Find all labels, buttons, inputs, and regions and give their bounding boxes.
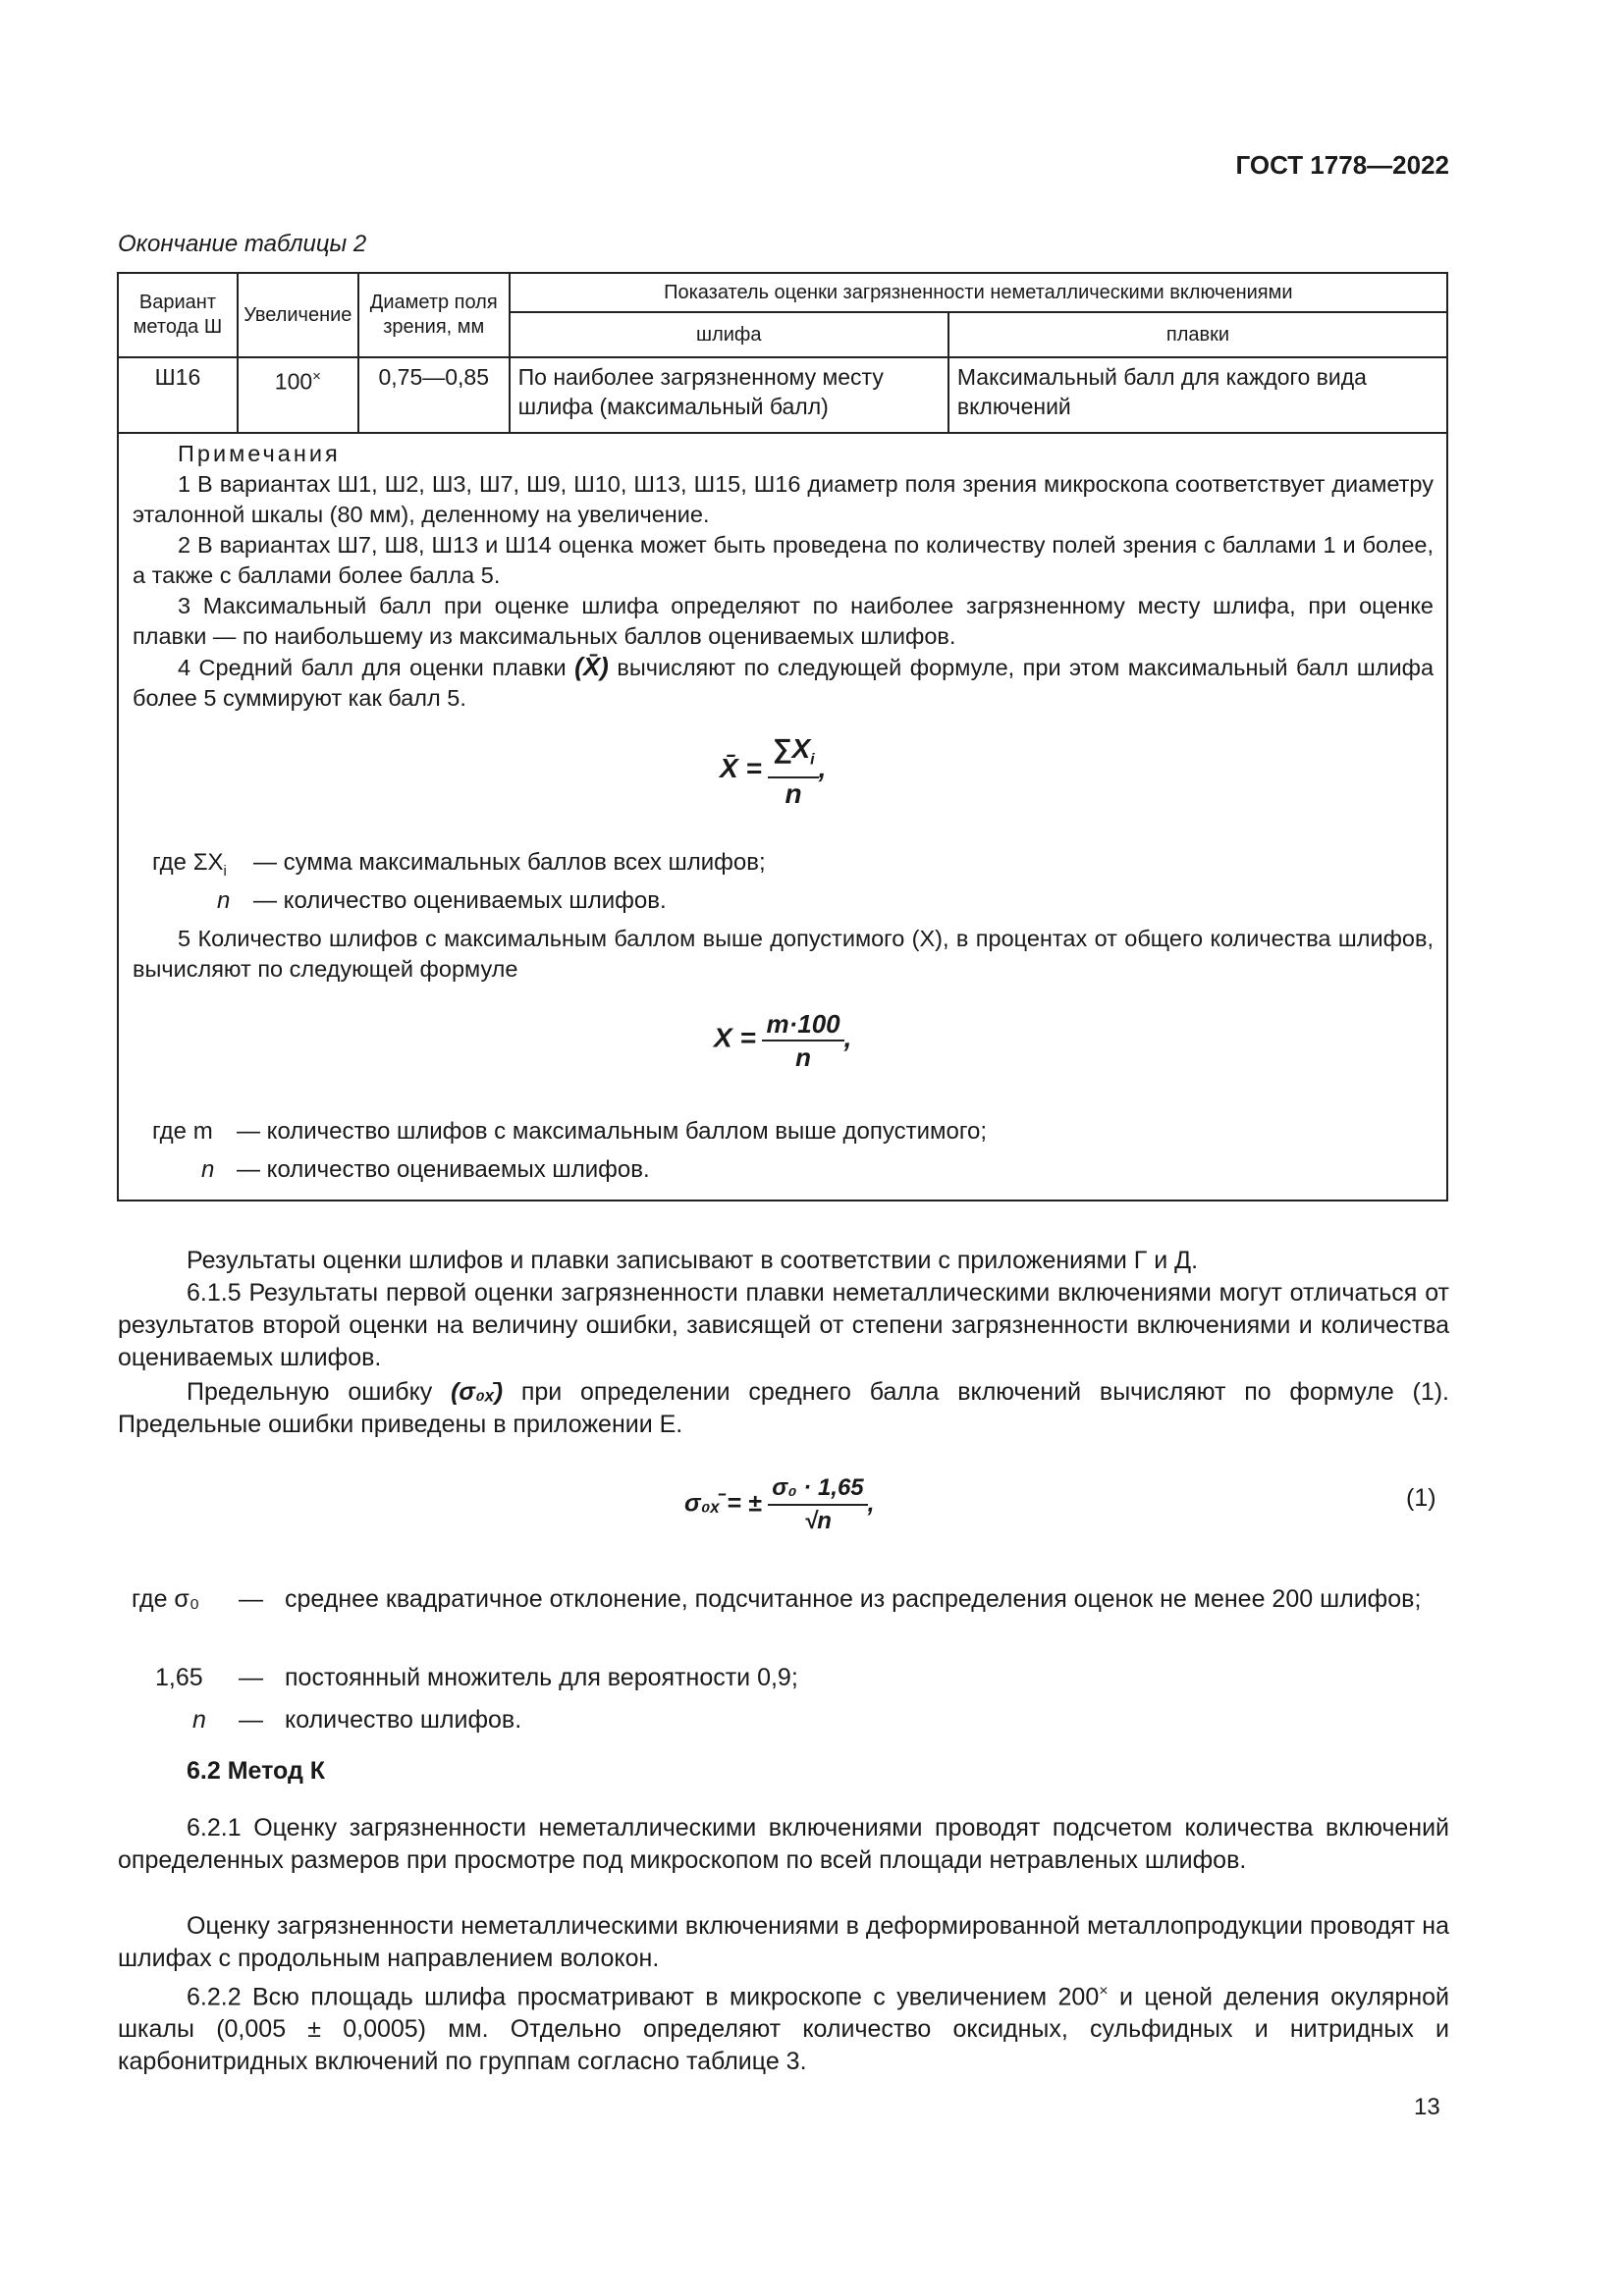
- cell-melt: Максимальный балл для каждого вида включений: [948, 357, 1447, 433]
- where-n3-text: количество шлифов.: [285, 1706, 522, 1734]
- standard-number: ГОСТ 1778—2022: [1235, 150, 1449, 180]
- cell-section: По наиболее загрязненному месту шлифа (максимальный балл): [510, 357, 948, 433]
- where-sum-symbol: где $\Sigma X_i$: [152, 849, 227, 880]
- note-1: 1 В вариантах Ш1, Ш2, Ш3, Ш7, Ш9, Ш10, Ш13, Ш15, Ш16 диаметр поля зрения микроскопа соответствует диаметру эталонной шкалы (80 мм), деленному на увеличение.: [133, 471, 1434, 527]
- where-n3-symbol: n: [192, 1706, 206, 1734]
- where-m-text: — количество шлифов с максимальным баллом выше допустимого;: [237, 1118, 988, 1145]
- where-coef-text: постоянный множитель для вероятности 0,9;: [285, 1664, 798, 1691]
- header-indicator: Показатель оценки загрязненности неметаллическими включениями: [510, 273, 1447, 312]
- formula-percent: X = $\frac{m\cdot 100}{n}$ ,: [714, 1009, 852, 1072]
- header-section: шлифа: [510, 312, 948, 357]
- where-n-symbol: n: [217, 887, 231, 914]
- where-sigma-dash: —: [239, 1585, 263, 1613]
- sigma-symbol: (σ₀ₓ̄): [451, 1378, 504, 1406]
- note-4: 4 Средний балл для оценки плавки (X̄) вычисляют по следующей формуле, при этом максимальный балл шлифа более 5 суммируют как балл 5.: [133, 652, 1435, 711]
- section-heading-6-2: 6.2 Метод К: [187, 1757, 326, 1785]
- header-method: Вариант метода Ш: [118, 273, 238, 357]
- header-magnification: Увеличение: [238, 273, 358, 357]
- paragraph-limit-error: Предельную ошибку (σ₀ₓ̄) при определении среднего балла включений вычисляют по формуле (1). Предельные ошибки приведены в приложении Е.: [118, 1378, 1449, 1438]
- note-5: 5 Количество шлифов с максимальным баллом выше допустимого (X), в процентах от общего количества шлифов, вычисляют по следующей формуле: [133, 926, 1434, 982]
- formula-number: (1): [1406, 1484, 1436, 1512]
- notes-title: Примечания: [178, 441, 341, 466]
- note-2: 2 В вариантах Ш7, Ш8, Ш13 и Ш14 оценка может быть проведена по количеству полей зрения с баллами 1 и более, а также с баллами более балла 5.: [133, 532, 1434, 588]
- paragraph-results: Результаты оценки шлифов и плавки записывают в соответствии с приложениями Г и Д.: [187, 1247, 1199, 1274]
- where-n2-symbol: n: [201, 1156, 215, 1183]
- where-n-text: — количество оцениваемых шлифов.: [253, 887, 667, 914]
- where-n2-text: — количество оцениваемых шлифов.: [237, 1156, 650, 1183]
- note-3: 3 Максимальный балл при оценке шлифа определяют по наиболее загрязненному месту шлифа, при оценке плавки — по наибольшему из максимальных баллов оцениваемых шлифов.: [133, 593, 1434, 649]
- paragraph-6-1-5: 6.1.5 Результаты первой оценки загрязненности плавки неметаллическими включениями могут отличаться от результатов второй оценки на величину ошибки, зависящей от степени загрязненности включениями и количества оцениваемых шлифов.: [118, 1279, 1449, 1371]
- where-sum-text: — сумма максимальных баллов всех шлифов;: [253, 849, 766, 876]
- header-melt: плавки: [948, 312, 1447, 357]
- paragraph-6-2-2: 6.2.2 Всю площадь шлифа просматривают в микроскопе с увеличением 200× и ценой деления окулярной шкалы (0,005 ± 0,0005) мм. Отдельно определяют количество оксидных, сульфидных и нитридных и карбонитридных включений по группам согласно таблице 3.: [118, 1983, 1449, 2076]
- where-coef-symbol: 1,65: [155, 1664, 203, 1691]
- x-bar-symbol: (X̄): [574, 652, 609, 681]
- page-number: 13: [1414, 2094, 1440, 2120]
- where-sigma-symbol: где σ₀: [132, 1585, 200, 1613]
- where-n3-dash: —: [239, 1706, 263, 1734]
- formula-1: σ₀ₓ̄ = ± $\frac{\text{σ₀ · 1,65}}{√n}$ ,: [684, 1474, 875, 1534]
- paragraph-6-2-1: 6.2.1 Оценку загрязненности неметаллическими включениями проводят подсчетом количества включений определенных размеров при просмотре под микроскопом по всей площади нетравленых шлифов.: [118, 1814, 1449, 1874]
- header-field-diameter: Диаметр поля зрения, мм: [358, 273, 510, 357]
- where-coef-dash: —: [239, 1664, 263, 1691]
- where-sigma-text: среднее квадратичное отклонение, подсчитанное из распределения оценок не менее 200 шлифов;: [285, 1585, 1422, 1613]
- table-2: [117, 272, 1448, 434]
- cell-method: Ш16: [118, 357, 238, 433]
- formula-mean-score: X̄ = $\frac{\sum X_i}{n}$ ,: [720, 733, 827, 809]
- cell-field-diameter: 0,75—0,85: [358, 357, 510, 433]
- cell-magnification: 100×: [238, 357, 358, 433]
- table-caption: Окончание таблицы 2: [118, 231, 367, 257]
- paragraph-deformed: Оценку загрязненности неметаллическими включениями в деформированной металлопродукции проводят на шлифах с продольным направлением волокон.: [118, 1912, 1449, 1972]
- where-m-symbol: где m: [152, 1118, 213, 1145]
